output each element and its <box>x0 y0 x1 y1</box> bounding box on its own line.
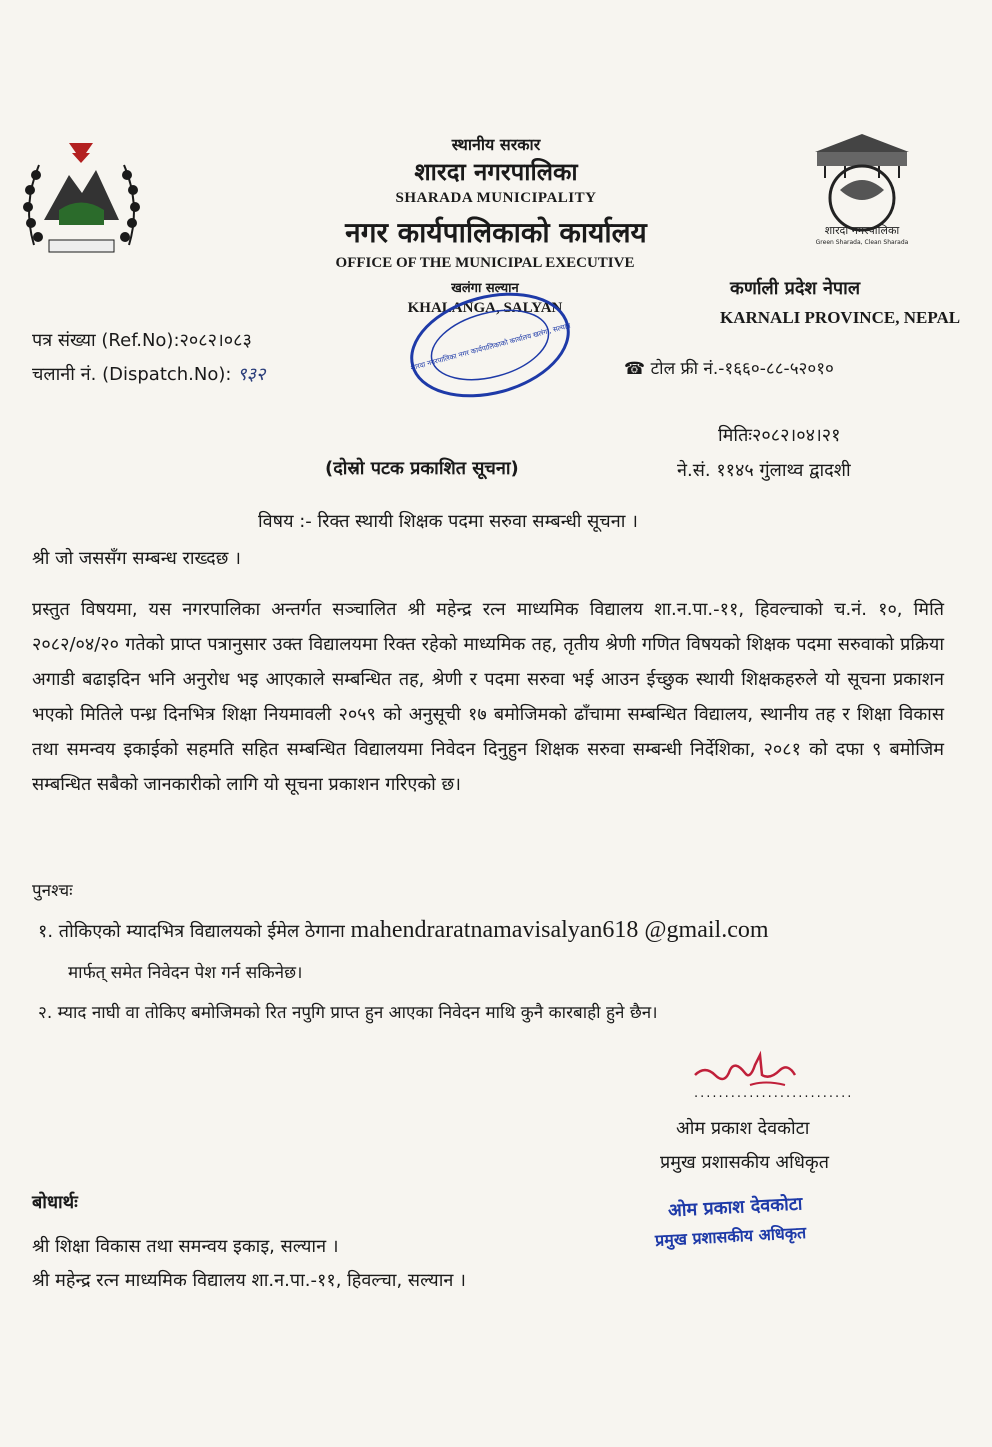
notice-body: प्रस्तुत विषयमा, यस नगरपालिका अन्तर्गत सञ्चालित श्री महेन्द्र रत्न माध्यमिक विद्यालय शा.न.पा.-११, हिवल्चाको च.नं. १०, मिति २०८२/०४/२० गतेको प्राप्त पत्रानुसार उक्त विद्यालयमा रिक्त रहेको माध्यमिक तह, तृतीय श्रेणी गणित विषयको शिक्षक पदमा सरुवाको प्रक्रिया अगाडी बढाइदिन भनि अनुरोध भइ आएकाले सम्बन्धित तह, श्रेणी र पदमा सरुवा भई आउन ईच्छुक स्थायी शिक्षकहरुले यो सूचना प्रकाशन भएको मितिले पन्ध्र दिनभित्र शिक्षा नियमावली २०५९ को अनुसूची १७ बमोजिमको ढाँचामा सम्बन्धित विद्यालय, स्थानीय तह र शिक्षा विकास तथा समन्वय इकाईको सहमति सहित सम्बन्धित विद्यालयमा निवेदन दिनुहुन शिक्षक सरुवा सम्बन्धी निर्देशिका, २०८१ को दफा ९ बमोजिम सम्बन्धित सबैको जानकारीको लागि यो सूचना प्रकाशन गरिएको छ। <box>32 599 944 795</box>
salutation: श्री जो जससँग सम्बन्ध राख्दछ । <box>32 548 241 569</box>
toll-free-line <box>624 356 834 379</box>
cc-item-2: श्री महेन्द्र रत्न माध्यमिक विद्यालय शा.न.पा.-११, हिवल्चा, सल्यान । <box>32 1270 466 1291</box>
municipality-name-en: SHARADA MUNICIPALITY <box>395 190 597 206</box>
phone-icon: ☎ <box>624 359 646 379</box>
nepal-sambat-date: ने.सं. ११४५ गुंलाथ्व द्वादशी <box>677 460 851 481</box>
note-1-continued: मार्फत् समेत निवेदन पेश गर्न सकिनेछ। <box>68 963 303 983</box>
local-government-label: स्थानीय सरकार <box>451 135 541 154</box>
reference-number <box>32 328 252 352</box>
province-en: KARNALI PROVINCE, NEPAL <box>720 308 961 327</box>
place-en: KHALANGA, SALYAN <box>407 300 563 316</box>
dispatch-value: ९३२ <box>237 364 266 385</box>
note-2: २. म्याद नाघी वा तोकिए बमोजिमको रित नपुगि प्राप्त हुन आएका निवेदन माथि कुनै कारबाही हुने छैन। <box>38 1003 658 1023</box>
place-np: खलंगा सल्यान <box>451 281 519 296</box>
dispatch-label: चलानी नं. (Dispatch.No): <box>32 364 232 385</box>
signatory-title: प्रमुख प्रशासकीय अधिकृत <box>660 1152 829 1173</box>
cc-heading: बोधार्थः <box>32 1192 78 1213</box>
muni-logo-motto: Green Sharada, Clean Sharada <box>815 239 909 245</box>
signature-line: .......................... <box>694 1086 854 1101</box>
province-np: कर्णाली प्रदेश नेपाल <box>730 278 861 299</box>
note-1 <box>38 917 938 944</box>
stamp-text: शारदा नगरपालिका नगर कार्यपालिकाको कार्यालय खलंगा, सल्यान <box>409 321 572 373</box>
municipality-name-np: शारदा नगरपालिका <box>414 158 578 186</box>
cc-item-1: श्री शिक्षा विकास तथा समन्वय इकाइ, सल्यान । <box>32 1236 339 1257</box>
note-1-text: १. तोकिएको म्यादभित्र विद्यालयको ईमेल ठेगाना <box>38 921 345 942</box>
office-name-en: OFFICE OF THE MUNICIPAL EXECUTIVE <box>335 255 635 271</box>
signatory-name: ओम प्रकाश देवकोटा <box>676 1118 810 1139</box>
seal-signatory-name: ओम प्रकाश देवकोटा <box>667 1193 803 1222</box>
office-name-np: नगर कार्यपालिकाको कार्यालय <box>345 216 647 249</box>
muni-logo-text: शारदा नगरपालिका <box>824 224 900 237</box>
office-stamp <box>400 285 580 405</box>
toll-free-number: टोल फ्री नं.-१६६०-८८-५२०१० <box>650 359 834 379</box>
postscript-label: पुनश्चः <box>32 881 73 901</box>
date: मितिः२०८२।०४।२१ <box>718 425 841 446</box>
ref-value: २०८२।०८३ <box>179 330 252 351</box>
subject-line: विषय :- रिक्त स्थायी शिक्षक पदमा सरुवा सम्बन्धी सूचना । <box>258 511 638 532</box>
school-email: mahendraratnamavisalyan618 @gmail.com <box>350 917 769 943</box>
dispatch-number <box>32 362 265 386</box>
ref-label: पत्र संख्या (Ref.No): <box>32 330 180 351</box>
second-publication-label: (दोस्रो पटक प्रकाशित सूचना) <box>325 458 519 479</box>
seal-signatory-title: प्रमुख प्रशासकीय अधिकृत <box>654 1223 807 1250</box>
